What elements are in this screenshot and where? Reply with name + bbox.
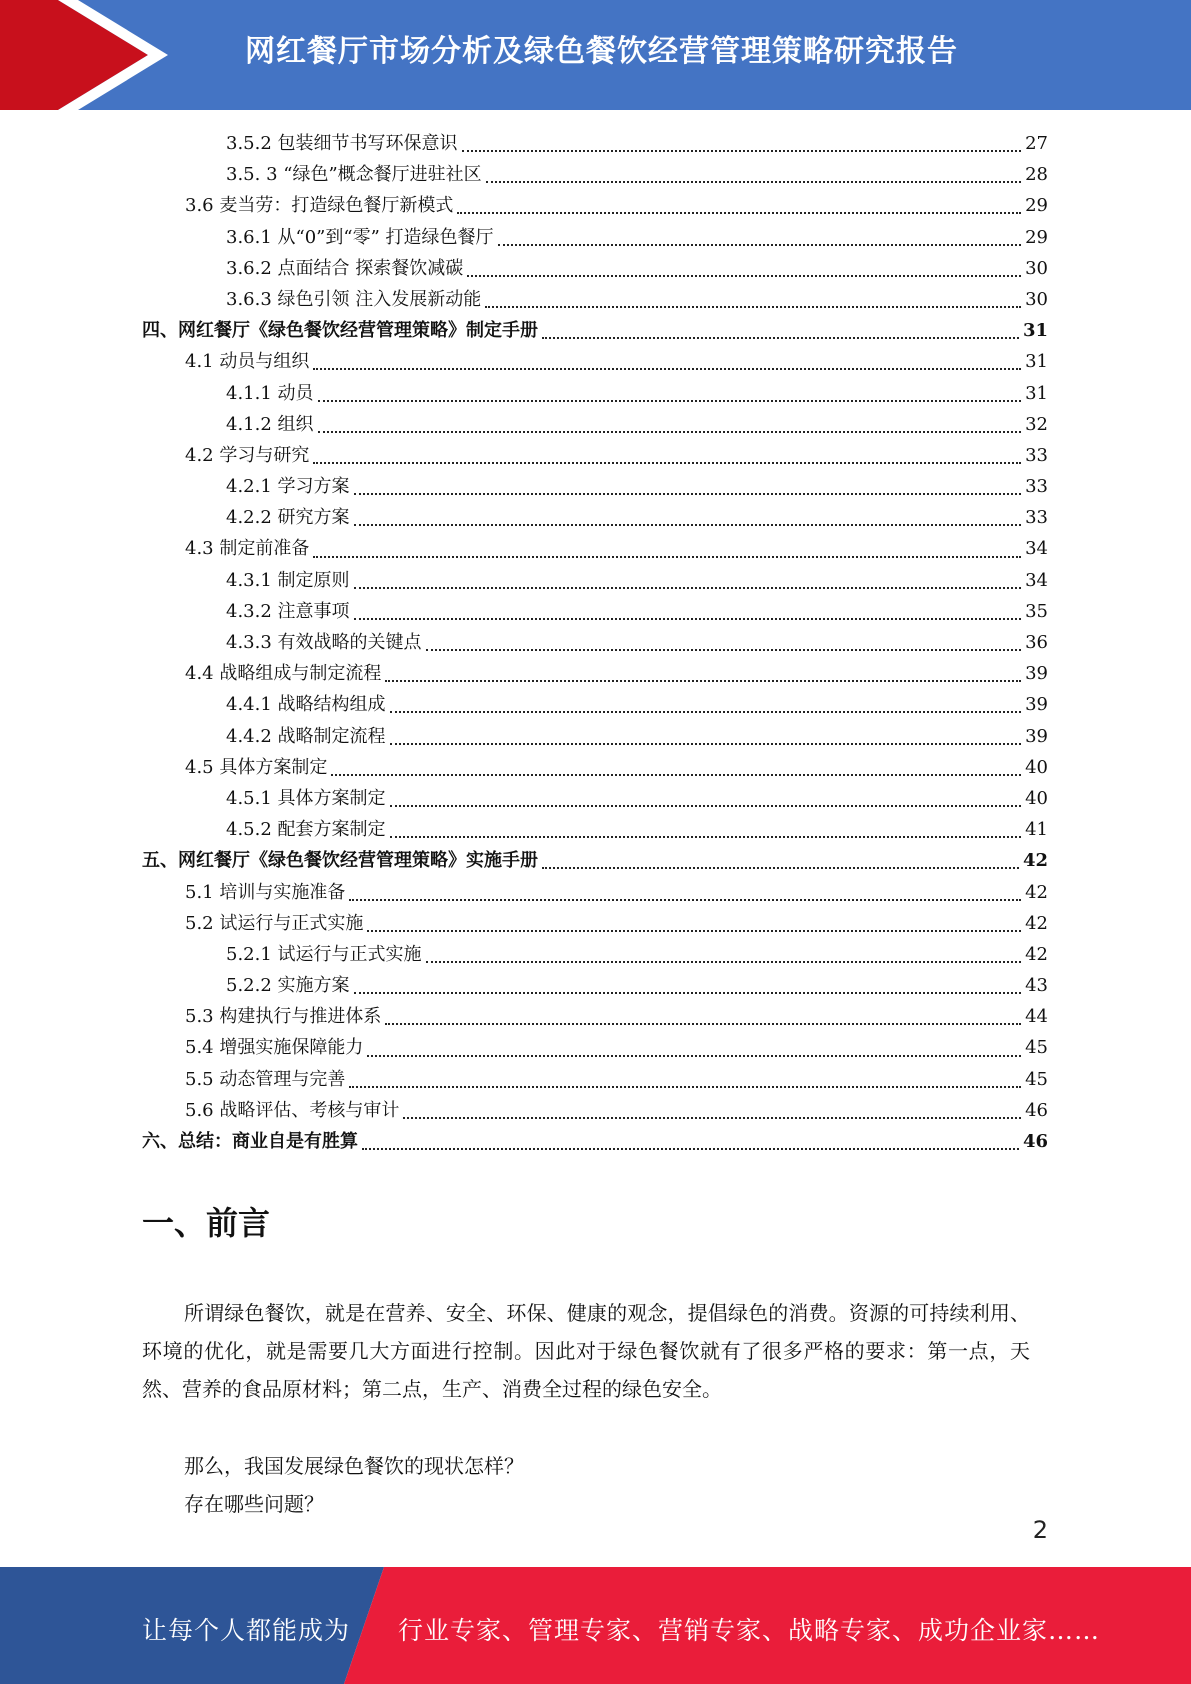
toc-dot-leader: [349, 898, 1021, 901]
toc-entry-page: 46: [1022, 1131, 1048, 1152]
toc-entry-title: 3.5. 3 “绿色”概念餐厅进驻社区: [226, 164, 482, 186]
toc-entry[interactable]: [142, 689, 1048, 720]
toc-entry[interactable]: [142, 845, 1048, 876]
toc-dot-leader: [354, 586, 1022, 589]
toc-entry[interactable]: [142, 939, 1048, 970]
toc-entry-title: 4.3 制定前准备: [185, 538, 310, 560]
toc-entry-title: 4.1 动员与组织: [185, 351, 310, 373]
toc-entry[interactable]: [142, 378, 1048, 409]
toc-dot-leader: [349, 1085, 1021, 1088]
toc-entry-title: 4.2 学习与研究: [185, 444, 310, 466]
toc-dot-leader: [313, 555, 1021, 558]
footer-slogan-right: 行业专家、管理专家、营销专家、战略专家、成功企业家……: [398, 1616, 1101, 1645]
toc-dot-leader: [385, 679, 1021, 682]
header-banner: [0, 0, 1191, 110]
toc-entry[interactable]: [142, 1095, 1048, 1126]
toc-entry-title: 5.3 构建执行与推进体系: [185, 1006, 382, 1028]
toc-entry-title: 4.2.1 学习方案: [226, 476, 350, 498]
toc-dot-leader: [462, 149, 1022, 152]
toc-dot-leader: [362, 1147, 1019, 1150]
toc-entry-title: 5.2.1 试运行与正式实施: [226, 943, 422, 965]
toc-entry-page: 42: [1022, 850, 1048, 872]
toc-entry-title: 5.2 试运行与正式实施: [185, 912, 364, 934]
page-number: 2: [1032, 1516, 1048, 1544]
toc-dot-leader: [354, 991, 1022, 994]
toc-entry-page: 45: [1025, 1037, 1048, 1059]
toc-entry-page: 33: [1025, 476, 1048, 498]
toc-entry-page: 32: [1025, 413, 1048, 435]
section-heading: 一、前言: [142, 1204, 271, 1242]
toc-entry-page: 31: [1022, 320, 1048, 342]
toc-entry-page: 30: [1025, 288, 1048, 310]
toc-entry-page: 33: [1025, 507, 1048, 529]
toc-entry-page: 46: [1025, 1099, 1048, 1121]
toc-entry-title: 3.6.2 点面结合 探索餐饮减碳: [226, 257, 464, 279]
toc-entry-page: 30: [1025, 257, 1048, 279]
toc-entry[interactable]: [142, 440, 1048, 471]
toc-entry-page: 45: [1025, 1068, 1048, 1090]
toc-entry[interactable]: [142, 970, 1048, 1001]
toc-entry[interactable]: [142, 1064, 1048, 1095]
toc-dot-leader: [542, 336, 1019, 339]
toc-entry-page: 28: [1025, 164, 1048, 186]
toc-entry-title: 五、网红餐厅《绿色餐饮经营管理策略》实施手册: [142, 850, 538, 872]
toc-entry[interactable]: [142, 565, 1048, 596]
toc-entry-page: 39: [1025, 725, 1048, 747]
toc-dot-leader: [331, 773, 1021, 776]
toc-dot-leader: [367, 1054, 1021, 1057]
toc-entry-page: 39: [1025, 694, 1048, 716]
toc-dot-leader: [313, 461, 1021, 464]
toc-entry-page: 42: [1025, 912, 1048, 934]
toc-entry-title: 5.1 培训与实施准备: [185, 881, 346, 903]
toc-entry[interactable]: [142, 596, 1048, 627]
toc-entry[interactable]: [142, 877, 1048, 908]
toc-entry[interactable]: [142, 814, 1048, 845]
toc-entry[interactable]: [142, 752, 1048, 783]
toc-entry-title: 4.3.2 注意事项: [226, 600, 350, 622]
toc-dot-leader: [426, 648, 1022, 651]
toc-entry[interactable]: [142, 315, 1048, 346]
toc-entry[interactable]: [142, 284, 1048, 315]
toc-entry-page: 34: [1025, 538, 1048, 560]
toc-entry[interactable]: [142, 190, 1048, 221]
toc-entry-title: 4.5.1 具体方案制定: [226, 787, 386, 809]
toc-entry-page: 42: [1025, 881, 1048, 903]
question-line-2: 存在哪些问题？: [184, 1492, 324, 1516]
toc-entry[interactable]: [142, 658, 1048, 689]
toc-entry-title: 3.5.2 包装细节书写环保意识: [226, 133, 458, 154]
toc-dot-leader: [354, 617, 1022, 620]
toc-dot-leader: [354, 523, 1022, 526]
toc-dot-leader: [486, 180, 1021, 183]
toc-entry-page: 33: [1025, 444, 1048, 466]
toc-entry-title: 4.1.2 组织: [226, 413, 314, 435]
toc-entry-title: 3.6.3 绿色引领 注入发展新动能: [226, 288, 482, 310]
toc-entry[interactable]: [142, 409, 1048, 440]
toc-entry-page: 39: [1025, 663, 1048, 685]
toc-entry-page: 31: [1025, 382, 1048, 404]
footer-banner: [0, 1567, 1191, 1684]
table-of-contents: [142, 128, 1048, 1157]
toc-entry-title: 4.3.1 制定原则: [226, 569, 350, 591]
toc-entry-page: 35: [1025, 600, 1048, 622]
toc-dot-leader: [457, 211, 1021, 214]
toc-entry[interactable]: [142, 471, 1048, 502]
toc-entry-title: 5.4 增强实施保障能力: [185, 1037, 364, 1059]
toc-dot-leader: [498, 243, 1022, 246]
toc-entry-page: 36: [1025, 632, 1048, 653]
toc-entry[interactable]: [142, 253, 1048, 284]
toc-entry-title: 六、总结：商业自是有胜算: [142, 1131, 358, 1152]
toc-entry-title: 四、网红餐厅《绿色餐饮经营管理策略》制定手册: [142, 320, 538, 342]
toc-entry-page: 42: [1025, 943, 1048, 965]
toc-entry[interactable]: [142, 533, 1048, 564]
toc-entry-page: 34: [1025, 569, 1048, 591]
toc-entry[interactable]: [142, 908, 1048, 939]
toc-entry-page: 44: [1025, 1006, 1048, 1028]
toc-entry[interactable]: [142, 721, 1048, 752]
toc-dot-leader: [542, 866, 1019, 869]
toc-entry-title: 4.4 战略组成与制定流程: [185, 663, 382, 685]
toc-dot-leader: [367, 929, 1021, 932]
toc-entry-title: 4.1.1 动员: [226, 382, 314, 404]
toc-entry-title: 4.4.1 战略结构组成: [226, 694, 386, 716]
toc-entry-title: 4.4.2 战略制定流程: [226, 725, 386, 747]
toc-entry[interactable]: [142, 346, 1048, 377]
toc-entry-title: 3.6 麦当劳：打造绿色餐厅新模式: [185, 195, 454, 217]
toc-entry-page: 27: [1025, 133, 1048, 154]
toc-entry-title: 4.3.3 有效战略的关键点: [226, 632, 422, 653]
toc-entry-title: 4.5.2 配套方案制定: [226, 819, 386, 841]
toc-entry[interactable]: [142, 627, 1048, 658]
toc-entry-page: 40: [1025, 787, 1048, 809]
toc-entry-page: 41: [1025, 819, 1048, 841]
toc-dot-leader: [485, 305, 1021, 308]
toc-entry-title: 3.6.1 从“0”到“零” 打造绿色餐厅: [226, 226, 494, 248]
toc-entry[interactable]: [142, 502, 1048, 533]
toc-entry-title: 4.5 具体方案制定: [185, 756, 328, 778]
toc-dot-leader: [390, 710, 1022, 713]
toc-entry[interactable]: [142, 159, 1048, 190]
toc-entry-page: 29: [1025, 226, 1048, 248]
toc-entry[interactable]: [142, 222, 1048, 253]
toc-entry[interactable]: [142, 783, 1048, 814]
toc-dot-leader: [467, 274, 1021, 277]
toc-dot-leader: [318, 399, 1022, 402]
toc-dot-leader: [390, 804, 1022, 807]
toc-entry[interactable]: [142, 1126, 1048, 1157]
toc-entry-title: 5.5 动态管理与完善: [185, 1068, 346, 1090]
toc-entry-page: 29: [1025, 195, 1048, 217]
toc-dot-leader: [403, 1116, 1021, 1119]
toc-dot-leader: [318, 430, 1022, 433]
toc-entry-page: 43: [1025, 975, 1048, 997]
toc-dot-leader: [390, 835, 1022, 838]
toc-entry-title: 5.6 战略评估、考核与审计: [185, 1099, 400, 1121]
footer-slogan-left: 让每个人都能成为: [142, 1616, 351, 1645]
toc-entry[interactable]: [142, 1001, 1048, 1032]
toc-dot-leader: [426, 960, 1022, 963]
intro-paragraph: 所谓绿色餐饮，就是在营养、安全、环保、健康的观念，提倡绿色的消费。资源的可持续利用、环境的优化，就是需要几大方面进行控制。因此对于绿色餐饮就有了很多严格的要求：第一点，天然、营养的食品原材料；第二点，生产、消费全过程的绿色安全。: [142, 1301, 1030, 1401]
toc-entry-page: 31: [1025, 351, 1048, 373]
document-title: 网红餐厅市场分析及绿色餐饮经营管理策略研究报告: [245, 34, 958, 69]
toc-entry[interactable]: [142, 1032, 1048, 1063]
toc-dot-leader: [313, 367, 1021, 370]
question-line-1: 那么，我国发展绿色餐饮的现状怎样？: [184, 1454, 524, 1478]
toc-dot-leader: [390, 742, 1022, 745]
toc-dot-leader: [385, 1022, 1021, 1025]
toc-entry-title: 5.2.2 实施方案: [226, 975, 350, 997]
toc-entry-page: 40: [1025, 756, 1048, 778]
toc-dot-leader: [354, 492, 1022, 495]
toc-entry-title: 4.2.2 研究方案: [226, 507, 350, 529]
toc-entry[interactable]: [142, 128, 1048, 159]
